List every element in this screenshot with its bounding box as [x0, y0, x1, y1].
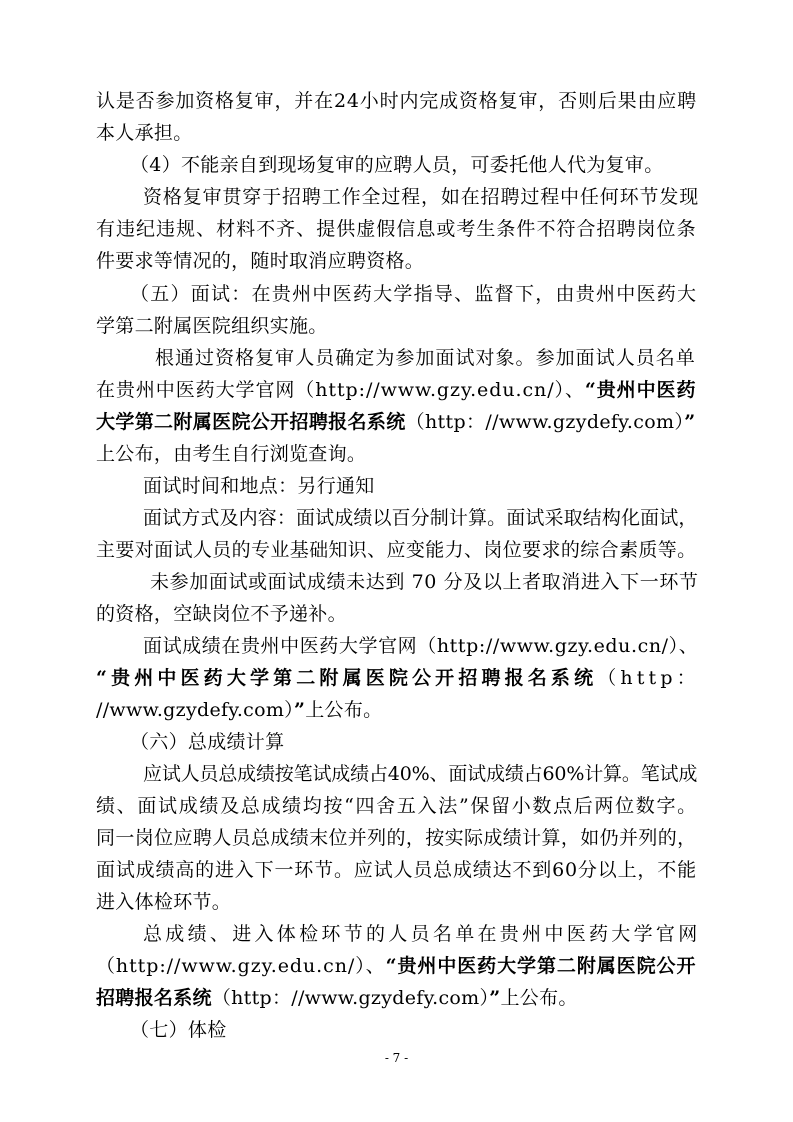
text-segment: 绩、面试成绩及总成绩均按“四舍五入法”保留小数点后两位数字。	[96, 795, 698, 817]
text-line	[143, 185, 699, 209]
text-segment: “贵州中医药大学第二附属医院公开招聘报名系统	[96, 667, 598, 689]
text-segment: 面试成绩高的进入下一环节。应试人员总成绩达不到60分以上，不能	[96, 859, 697, 881]
text-line	[143, 762, 697, 786]
text-segment: //www.gzydefy.com）	[96, 699, 294, 721]
text-line	[130, 153, 664, 177]
text-segment: 本人承担。	[96, 122, 193, 144]
text-segment: 总成绩、进入体检环节的人员名单在贵州中医药大学官网	[143, 923, 701, 945]
text-segment: （http://www.gzy.edu.cn/）、	[96, 955, 386, 977]
page-number: - 7 -	[384, 1051, 409, 1065]
text-segment: 招聘报名系统	[96, 987, 212, 1009]
text-line	[150, 570, 699, 594]
text-segment: 上公布，由考生自行浏览查询。	[96, 443, 367, 465]
text-line	[143, 474, 375, 498]
text-line	[96, 314, 328, 338]
text-segment: 进入体检环节。	[96, 891, 232, 913]
text-segment: （六）总成绩计算	[130, 731, 285, 753]
text-line	[96, 986, 578, 1010]
text-line	[96, 698, 382, 722]
text-line	[96, 410, 696, 434]
text-segment: “贵州中医药大学第二附属医院公开	[385, 955, 697, 977]
text-segment: 面试方式及内容：面试成绩以百分制计算。面试采取结构化面试，	[143, 507, 698, 529]
text-line	[96, 538, 696, 562]
text-segment: （七）体检	[130, 1019, 227, 1041]
text-segment: 件要求等情况的，随时取消应聘资格。	[96, 250, 425, 272]
text-line	[96, 442, 366, 466]
text-line	[130, 730, 284, 754]
text-segment: 未参加面试或面试成绩未达到 70 分及以上者取消进入下一环节	[150, 571, 699, 593]
text-segment: 学第二附属医院组织实施。	[96, 315, 328, 337]
text-segment: 同一岗位应聘人员总成绩末位并列的，按实际成绩计算，如仍并列的，	[96, 827, 697, 849]
text-line	[143, 922, 701, 946]
text-segment: 面试时间和地点：另行通知	[143, 475, 375, 497]
text-line	[96, 378, 696, 402]
text-line	[96, 602, 347, 626]
text-line	[130, 1018, 227, 1042]
text-segment: “贵州中医药	[584, 379, 697, 401]
text-segment: （http：//www.gzydefy.com）	[211, 987, 490, 1009]
text-segment: 上公布。	[305, 699, 383, 721]
text-segment: （http：//www.gzydefy.com）	[405, 411, 685, 433]
text-line	[96, 826, 696, 850]
text-line	[96, 890, 231, 914]
text-segment: ”	[489, 987, 501, 1009]
text-segment: 在贵州中医药大学官网（http://www.gzy.edu.cn/）、	[96, 379, 585, 401]
text-segment: ”	[684, 411, 696, 433]
text-segment: （http：	[597, 667, 700, 689]
text-line	[143, 634, 698, 658]
text-line	[130, 282, 697, 306]
text-line	[96, 217, 697, 241]
text-line	[155, 346, 696, 370]
text-segment: 根通过资格复审人员确定为参加面试对象。参加面试人员名单	[155, 347, 696, 369]
text-segment: （五）面试：在贵州中医药大学指导、监督下，由贵州中医药大	[130, 283, 698, 305]
text-segment: 主要对面试人员的专业基础知识、应变能力、岗位要求的综合素质等。	[96, 539, 697, 561]
text-line	[96, 858, 697, 882]
text-line	[96, 89, 697, 113]
text-line	[96, 794, 698, 818]
text-segment: 面试成绩在贵州中医药大学官网（http://www.gzy.edu.cn/）、	[143, 635, 699, 657]
text-segment: 上公布。	[500, 987, 578, 1009]
text-segment: 认是否参加资格复审，并在24小时内完成资格复审，否则后果由应聘	[96, 90, 697, 112]
text-segment: 应试人员总成绩按笔试成绩占40%、面试成绩占60%计算。笔试成	[143, 763, 698, 785]
text-line	[143, 506, 697, 530]
text-segment: 资格复审贯穿于招聘工作全过程，如在招聘过程中任何环节发现	[143, 186, 700, 208]
text-segment: 的资格，空缺岗位不予递补。	[96, 603, 347, 625]
text-segment: 大学第二附属医院公开招聘报名系统	[96, 411, 406, 433]
text-line	[96, 666, 700, 690]
text-line	[96, 249, 424, 273]
text-segment: ”	[293, 699, 306, 721]
text-segment: （4）不能亲自到现场复审的应聘人员，可委托他人代为复审。	[130, 154, 664, 176]
text-segment: 有违纪违规、材料不齐、提供虚假信息或考生条件不符合招聘岗位条	[96, 218, 697, 240]
text-line	[96, 121, 193, 145]
text-line	[96, 954, 696, 978]
